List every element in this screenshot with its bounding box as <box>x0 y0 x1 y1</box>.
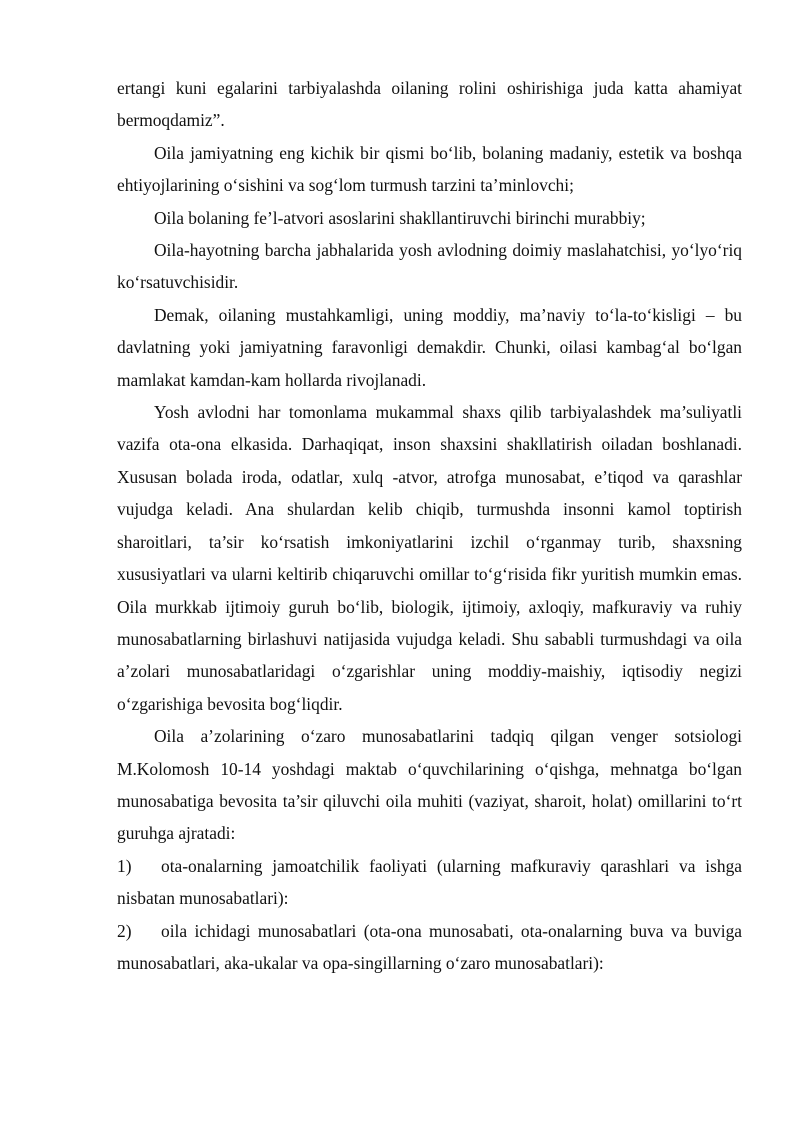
document-body <box>117 72 742 979</box>
list-item-number: 1) <box>117 855 132 876</box>
paragraph-family-stability: Demak, oilaning mustahkamligi, uning moddiy, ma’naviy to‘la-to‘kisligi – bu davlatning yoki jamiyatning faravonligi demakdir. Chunki, oilasi kambag‘al bo‘lgan mamlakat kamdan-kam hollarda rivojlanadi. <box>117 304 742 390</box>
list-item-text: ota-onalarning jamoatchilik faoliyati (ularning mafkuraviy qarashlari va ishga nisbatan munosabatlari): <box>117 855 742 909</box>
paragraph-family-advisor: Oila-hayotning barcha jabhalarida yosh avlodning doimiy maslahatchisi, yo‘lyo‘riq ko‘rsatuvchisidir. <box>117 240 742 293</box>
list-item-number: 2) <box>117 920 132 941</box>
list-item <box>117 915 742 980</box>
paragraph-family-first-educator: Oila bolaning fe’l-atvori asoslarini shakllantiruvchi birinchi murabbiy; <box>154 207 646 228</box>
list-item-text: oila ichidagi munosabatlari (ota-ona munosabati, ota-onalarning buva va buviga munosabatlari, aka-ukalar va opa-singillarning o‘zaro munosabatlari): <box>117 920 742 973</box>
list-item <box>117 850 742 915</box>
paragraph-kolomosh-research: Oila a’zolarining o‘zaro munosabatlarini tadqiq qilgan venger sotsiologi M.Kolomosh 10-14 yoshdagi maktab o‘quvchilarining o‘qishga, mehnatga bo‘lgan munosabatiga bevosita ta’sir qiluvchi oila muhiti (vaziyat, sharoit, holat) omillarini to‘rt guruhga ajratadi: <box>117 726 742 844</box>
paragraph-upbringing: Yosh avlodni har tomonlama mukammal shaxs qilib tarbiyalashdek ma’suliyatli vazifa ota-ona elkasida. Darhaqiqat, inson shaxsini shakllatirish oiladan boshlanadi. Xususan bolada iroda, odatlar, xulq -atvor, atrofga munosabat, e’tiqod va qarashlar vujudga keladi. Ana shulardan kelib chiqib, turmushda insonni kamol toptirish sharoitlari, ta’sir ko‘rsatish imkoniyatlarini izchil o‘rganmay turib, shaxsning xususiyatlari va ularni keltirib chiqaruvchi omillar to‘g‘risida fikr yuritish mumkin emas. Oila murkkab ijtimoiy guruh bo‘lib, biologik, ijtimoiy, axloqiy, mafkuraviy va ruhiy munosabatlarning birlashuvi natijasida vujudga keladi. Shu sababli turmushdagi va oila a’zolari munosabatlaridagi o‘zgarishlar uning moddiy-maishiy, iqtisodiy negizi o‘zgarishiga bevosita bog‘liqdir. <box>117 402 742 714</box>
paragraph-continuation: ertangi kuni egalarini tarbiyalashda oilaning rolini oshirishiga juda katta ahamiyat bermoqdamiz”. <box>117 78 742 131</box>
paragraph-family-smallest-unit: Oila jamiyatning eng kichik bir qismi bo‘lib, bolaning madaniy, estetik va boshqa ehtiyojlarining o‘sishini va sog‘lom turmush tarzini ta’minlovchi; <box>117 142 742 196</box>
